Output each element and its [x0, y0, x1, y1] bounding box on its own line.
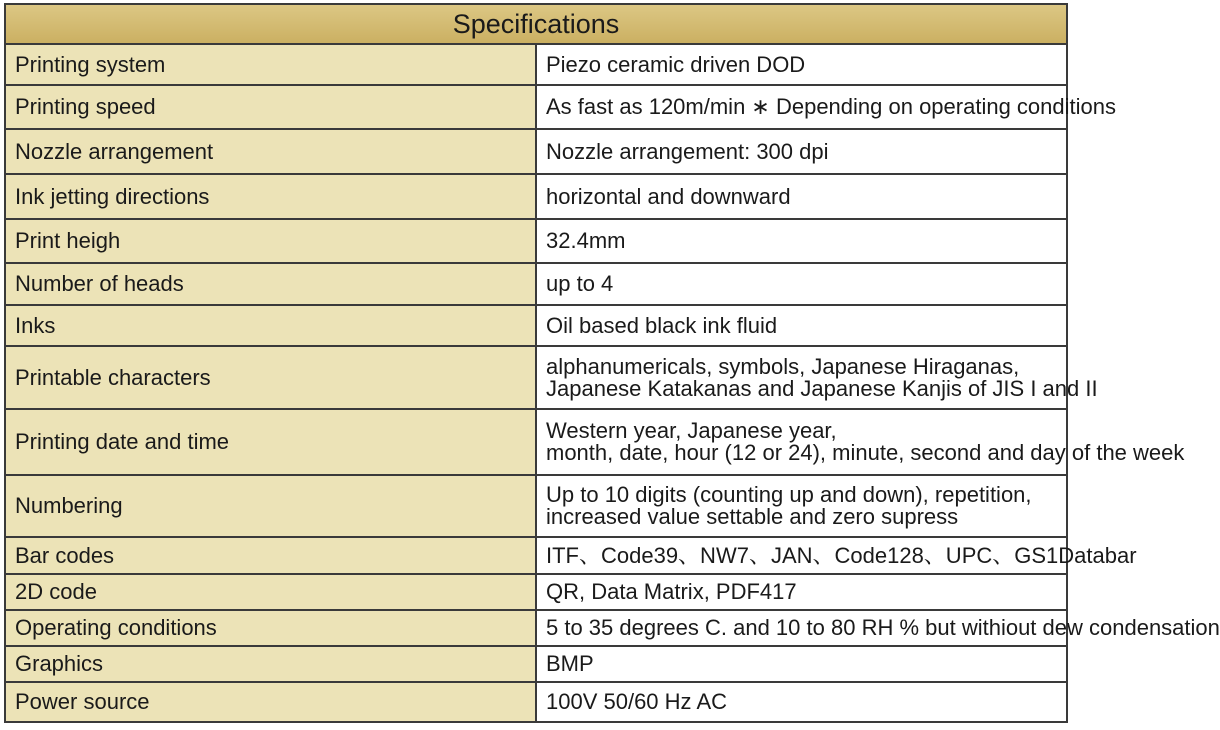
row-value: [536, 174, 1067, 219]
row-value: [536, 537, 1137, 574]
value-line: up to 4: [546, 271, 614, 296]
row-value: [536, 682, 1067, 722]
table-body: [5, 44, 1220, 722]
value-line: As fast as 120m/min ∗ Depending on operating conditions: [546, 94, 1116, 119]
row-value: [536, 346, 1098, 409]
table-row: [5, 475, 1067, 537]
specifications-table: [4, 3, 1220, 723]
row-label: Printable characters: [5, 346, 536, 409]
row-value: [536, 574, 1067, 610]
value-line: Western year, Japanese year,: [546, 418, 837, 443]
table-row: [5, 646, 1067, 682]
table-row: [5, 305, 1067, 346]
value-line: Up to 10 digits (counting up and down), repetition,: [546, 482, 1032, 507]
table-title: Specifications: [5, 4, 1067, 44]
row-label: Ink jetting directions: [5, 174, 536, 219]
row-label: Nozzle arrangement: [5, 129, 536, 174]
table-row: [5, 219, 1067, 263]
value-line: Japanese Katakanas and Japanese Kanjis of JIS I and II: [546, 375, 1098, 401]
table-row: [5, 682, 1067, 722]
value-line: alphanumericals, symbols, Japanese Hiraganas,: [546, 353, 1020, 379]
row-value: [536, 475, 1067, 537]
row-label: Print heigh: [5, 219, 536, 263]
value-line: Piezo ceramic driven DOD: [546, 51, 806, 77]
value-line: QR, Data Matrix, PDF417: [546, 579, 797, 604]
table-row: [5, 574, 1067, 610]
row-value: [536, 85, 1116, 129]
row-label: Operating conditions: [5, 610, 536, 646]
row-value: [536, 129, 1067, 174]
value-line: 100V 50/60 Hz AC: [546, 689, 728, 714]
table-row: [5, 346, 1067, 409]
value-line: month, date, hour (12 or 24), minute, second and day of the week: [546, 440, 1185, 465]
row-label: Printing date and time: [5, 409, 536, 475]
row-label: Power source: [5, 682, 536, 722]
row-label: Number of heads: [5, 263, 536, 305]
value-line: BMP: [546, 651, 594, 676]
value-line: increased value settable and zero supress: [546, 504, 959, 529]
row-value: [536, 263, 1067, 305]
value-line: Oil based black ink fluid: [546, 312, 778, 338]
row-value: [536, 44, 1067, 85]
row-label: Numbering: [5, 475, 536, 537]
row-label: 2D code: [5, 574, 536, 610]
table-row: [5, 174, 1067, 219]
table-row: [5, 129, 1067, 174]
value-line: horizontal and downward: [546, 183, 791, 209]
header-row: [5, 4, 1067, 44]
row-value: [536, 409, 1185, 475]
row-value: [536, 610, 1220, 646]
row-label: Printing system: [5, 44, 536, 85]
table-row: [5, 44, 1067, 85]
row-value: [536, 646, 1067, 682]
row-value: [536, 219, 1067, 263]
value-line: ITF、Code39、NW7、JAN、Code128、UPC、GS1Databar: [546, 542, 1137, 568]
row-label: Inks: [5, 305, 536, 346]
table-row: [5, 537, 1067, 574]
table-row: [5, 610, 1067, 646]
table-row: [5, 85, 1067, 129]
row-label: Bar codes: [5, 537, 536, 574]
row-value: [536, 305, 1067, 346]
table-row: [5, 263, 1067, 305]
value-line: 5 to 35 degrees C. and 10 to 80 RH % but withiout dew condensation: [546, 615, 1220, 640]
row-label: Graphics: [5, 646, 536, 682]
row-label: Printing speed: [5, 85, 536, 129]
value-line: 32.4mm: [546, 228, 626, 253]
table-row: [5, 409, 1067, 475]
value-line: Nozzle arrangement: 300 dpi: [546, 138, 829, 164]
